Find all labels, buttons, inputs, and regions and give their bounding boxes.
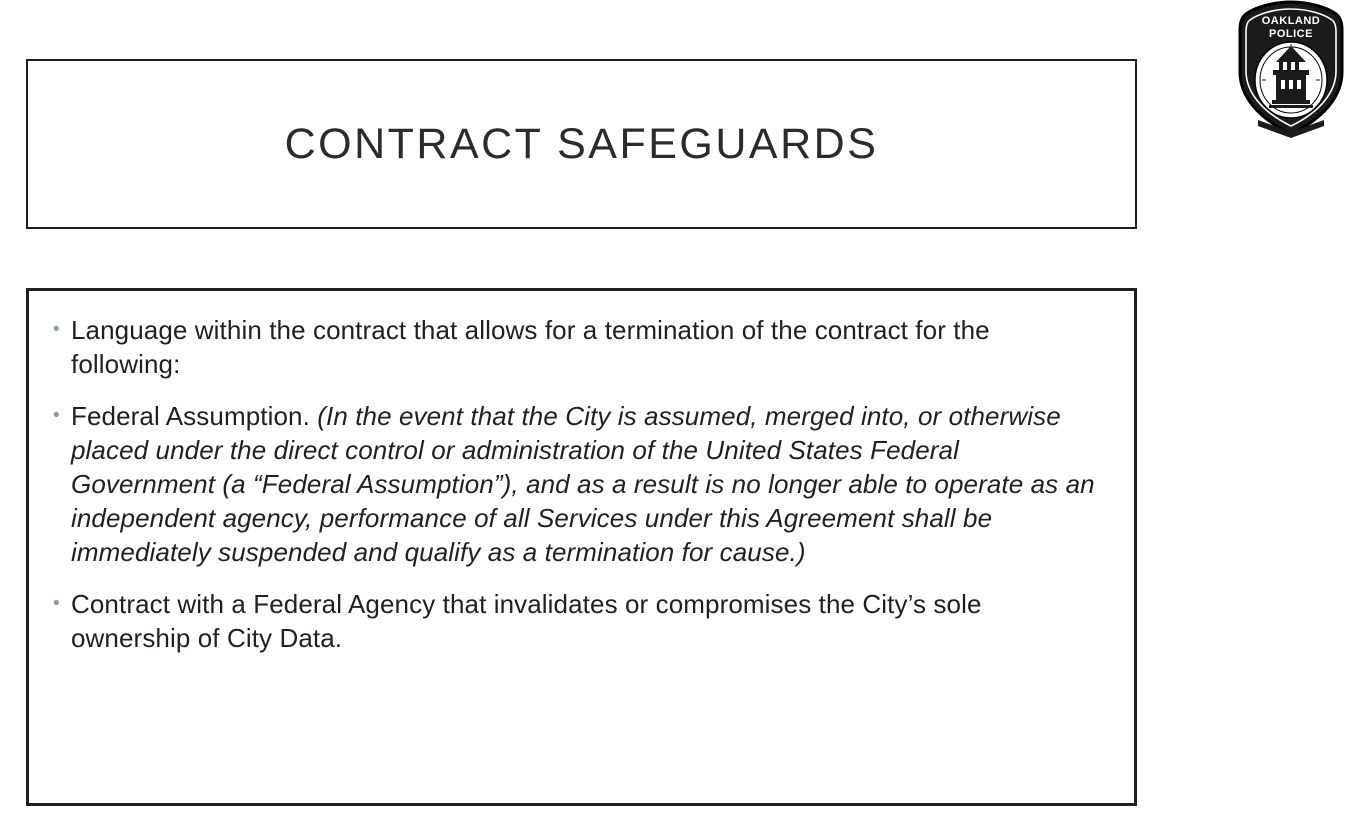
bullet-text (71, 399, 1108, 569)
bullet-lead-text: Federal Assumption. (71, 401, 318, 431)
svg-text:POLICE: POLICE (1269, 28, 1313, 40)
bullet-lead-text: Contract with a Federal Agency that invalidates or compromises the City’s sole ownership of City Data. (71, 589, 982, 653)
bullet-marker-icon: • (53, 319, 60, 340)
bullet-italic-text: (In the event that the City is assumed, merged into, or otherwise placed under the direct control or administration of the United States Federal Government (a “Federal Assumption”), and as a result is no longer able to operate as an independent agency, performance of all Services under this Agreement shall be immediately suspended and qualify as a termination for cause.) (71, 401, 1095, 567)
svg-text:OAKLAND: OAKLAND (1261, 15, 1321, 27)
bullet-lead-text: Language within the contract that allows for a termination of the contract for the following: (71, 315, 990, 379)
slide-title-box (26, 59, 1137, 229)
list-item (51, 313, 1108, 381)
bullet-text (71, 313, 1056, 381)
slide-body-box (26, 288, 1137, 806)
bullet-marker-icon: • (53, 593, 60, 614)
bullet-text (71, 587, 1056, 655)
list-item (51, 399, 1108, 569)
list-item (51, 587, 1108, 655)
page-title: CONTRACT SAFEGUARDS (284, 119, 879, 168)
bullet-marker-icon: • (53, 405, 60, 426)
oakland-police-badge-logo (1232, 0, 1350, 140)
police-shield-icon (1232, 0, 1350, 140)
